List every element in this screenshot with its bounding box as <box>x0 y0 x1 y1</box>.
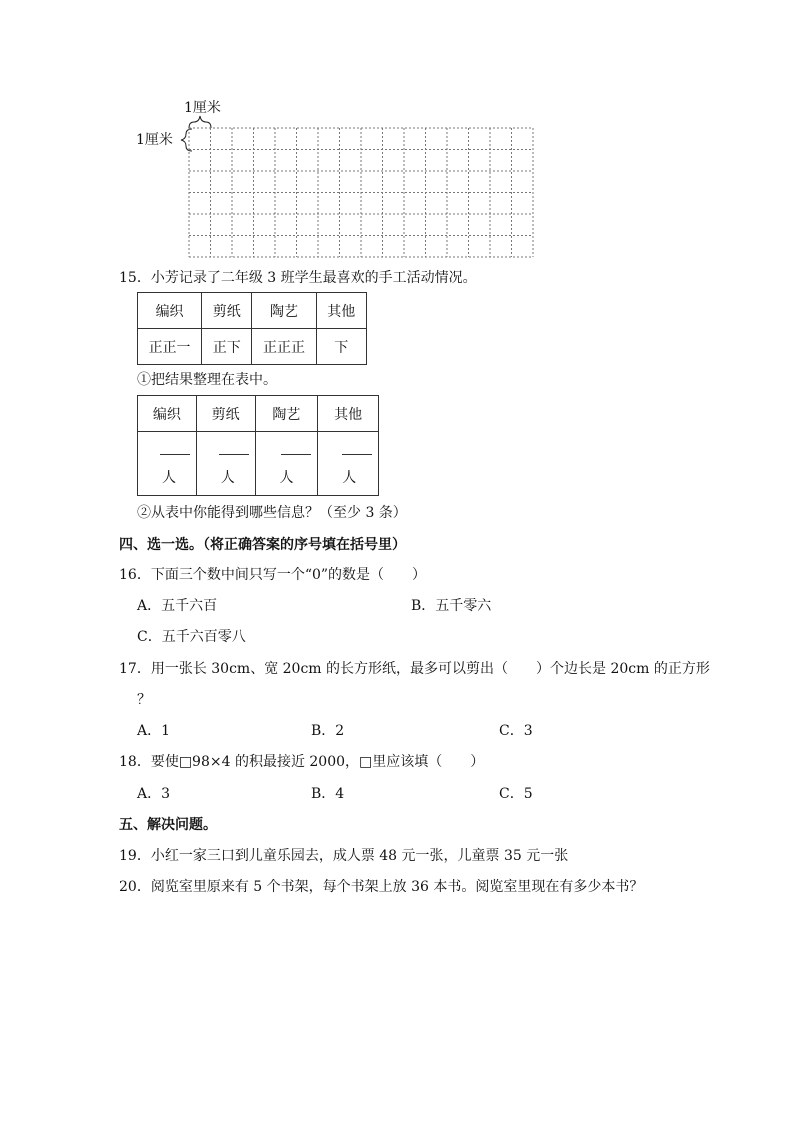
q17-text: 17．用一张长 30cm、宽 20cm 的长方形纸，最多可以剪出（ ）个边长是 20cm 的正方形 <box>119 661 710 677</box>
q18-text: 18．要使□98×4 的积最接近 2000，□里应该填（ ） <box>119 754 485 770</box>
tally-table <box>137 292 367 365</box>
result-table <box>137 395 379 496</box>
result-header: 其他 <box>318 396 379 432</box>
q16-option-b[interactable]: B．五千零六 <box>411 598 492 614</box>
section5-title: 五、解决问题。 <box>119 817 217 833</box>
tally-header: 陶艺 <box>252 293 316 329</box>
q17-option-c[interactable]: C．3 <box>499 723 533 739</box>
answer-blank[interactable] <box>255 432 318 496</box>
tally-cell: 下 <box>316 329 366 365</box>
q17-option-a[interactable]: A．1 <box>137 723 171 739</box>
tally-header: 编织 <box>138 293 202 329</box>
answer-blank[interactable] <box>138 432 197 496</box>
answer-blank[interactable] <box>196 432 255 496</box>
q19-text: 19．小红一家三口到儿童乐园去，成人票 48 元一张，儿童票 35 元一张 <box>119 848 569 864</box>
side-brace <box>181 129 192 151</box>
q17-text-cont: ？ <box>137 692 151 708</box>
grid-top-label: 1厘米 <box>184 100 221 116</box>
q16-text: 16．下面三个数中间只写一个“0”的数是（ ） <box>119 567 427 583</box>
result-header: 陶艺 <box>255 396 318 432</box>
tally-cell: 正正一 <box>138 329 202 365</box>
tally-header: 其他 <box>316 293 366 329</box>
unit-label: 人 <box>162 470 176 486</box>
result-header: 编织 <box>138 396 197 432</box>
q16-option-c[interactable]: C．五千六百零八 <box>137 629 246 645</box>
q18-option-b[interactable]: B．4 <box>311 786 345 802</box>
result-header: 剪纸 <box>196 396 255 432</box>
q17-option-b[interactable]: B．2 <box>311 723 345 739</box>
q15-text: 15．小芳记录了二年级 3 班学生最喜欢的手工活动情况。 <box>119 270 477 286</box>
q16-option-a[interactable]: A．五千六百 <box>137 598 218 614</box>
grid-side-label: 1厘米 <box>136 132 173 148</box>
q15-sub2: ②从表中你能得到哪些信息？（至少 3 条） <box>137 505 407 521</box>
tally-header: 剪纸 <box>202 293 252 329</box>
top-brace <box>189 116 211 128</box>
unit-label: 人 <box>279 470 294 486</box>
tally-cell: 正下 <box>202 329 252 365</box>
q20-text: 20．阅览室里原来有 5 个书架，每个书架上放 36 本书。阅览室里现在有多少本书？ <box>119 879 644 895</box>
section4-title: 四、选一选。（将正确答案的序号填在括号里） <box>119 537 406 553</box>
q18-option-a[interactable]: A．3 <box>137 786 171 802</box>
answer-blank[interactable] <box>318 432 379 496</box>
q15-sub1: ①把结果整理在表中。 <box>137 372 277 388</box>
q18-option-c[interactable]: C．5 <box>499 786 533 802</box>
tally-cell: 正正正 <box>252 329 316 365</box>
unit-label: 人 <box>342 470 357 486</box>
grid-figure <box>136 110 536 280</box>
unit-label: 人 <box>220 470 235 486</box>
